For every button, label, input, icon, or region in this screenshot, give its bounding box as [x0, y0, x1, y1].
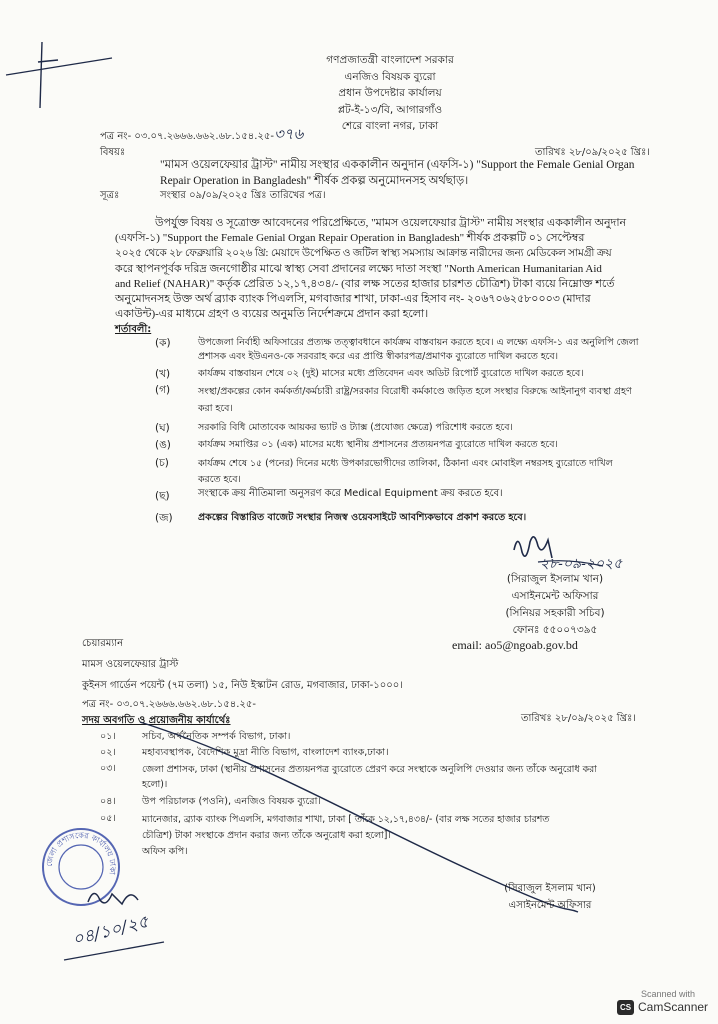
- cc-office-copy: অফিস কপি।: [142, 846, 188, 857]
- cc-number: ০৫।: [100, 813, 116, 824]
- condition-key: (গ): [155, 384, 171, 396]
- memo-handwritten-suffix: ৩৭৬: [274, 125, 304, 143]
- body-line-7: একাউন্ট)-এর মাধ্যমে গ্রহণ ও ব্যয়ের অনুমতি নির্দেশক্রমে প্রদান করা হলো।: [115, 308, 429, 321]
- header-line-5: শেরে বাংলা নগর, ঢাকা: [341, 120, 439, 132]
- scanner-watermark: [613, 989, 713, 1019]
- cc-text: ম্যানেজার, ব্র্যাক ব্যাংক পিএলসি, মগবাজার শাখা, ঢাকা [ তাঁকে ১২,১৭,৪৩৪/- (বার লক্ষ সতের হাজার চারশত: [142, 814, 550, 825]
- signature-name: (সিরাজুল ইসলাম খান): [506, 573, 604, 585]
- body-line-2: (এফসি-১) "Support the Female Genial Organ Repair Operation in Bangladesh" শীর্ষক প্রকল্পটি ০১ সেপ্টেম্বর: [115, 232, 585, 245]
- cc-number: ০৪।: [100, 796, 116, 807]
- signature-handwritten-date: ২৮-০৯-২০২৫: [540, 556, 623, 572]
- body-paragraph: [115, 216, 705, 322]
- cc-number: ০১।: [100, 731, 116, 742]
- cc-text: মহাব্যবস্থাপক, বৈদেশিক মুদ্রা নীতি বিভাগ, বাংলাদেশ ব্যাংক,ঢাকা।: [142, 747, 389, 758]
- addressee-title: চেয়ারম্যান: [82, 638, 124, 649]
- addressee-block: [82, 633, 403, 696]
- condition-text-cont: প্রশাসক এবং ইউএনও-কে সরবরাহ করে এর প্রাপ্তি স্বীকারপত্র/প্রমাণক ব্যুরোতে দাখিল করতে হবে।: [198, 350, 558, 362]
- scanner-line-1: Scanned with: [641, 989, 696, 999]
- condition-key: (খ): [155, 368, 171, 380]
- header-line-2: এনজিও বিষয়ক ব্যুরো: [344, 70, 436, 83]
- subject-line-2: Repair Operation in Bangladesh" শীর্ষক প্রকল্প অনুমোদনসহ অর্থছাড়।: [160, 175, 469, 187]
- cc-memo-number: পত্র নং- ০৩.০৭.২৬৬৬.৬৬২.৬৮.১৫৪.২৫-: [82, 699, 257, 710]
- signature-rank: (সিনিয়র সহকারী সচিব): [505, 607, 605, 619]
- reference-label: সূত্রঃ: [100, 190, 120, 201]
- condition-text: প্রকল্পের বিস্তারিত বাজেট সংস্থার নিজস্ব ওয়েবসাইটে আবশ্যিকভাবে প্রকাশ করতে হবে।: [198, 512, 527, 523]
- signature-2-designation: এসাইনমেন্ট অফিসার: [508, 900, 592, 911]
- body-line-6: অনুমোদনসহ উক্ত অর্থ ব্র্যাক ব্যাংক পিএলসি, মগবাজার শাখা, ঢাকা-এর হিসাব নং- ২০৬৭০৬২৫৮০০০৩ (মাদার: [115, 293, 591, 306]
- condition-text: সংস্থাকে ক্রয় নীতিমালা অনুসরণ করে Medical Equipment ক্রয় করতে হবে।: [198, 488, 503, 499]
- condition-text: কার্যক্রম শেষে ১৫ (পনের) দিনের মধ্যে উপকারভোগীদের তালিকা, ঠিকানা এবং মোবাইল নম্বরসহ ব্যুরোতে দাখিল: [198, 458, 613, 469]
- scanner-badge: CS: [619, 1003, 632, 1012]
- body-line-1: উপর্যুক্ত বিষয় ও সূত্রোক্ত আবেদনের পরিপ্রেক্ষিতে, "মামস ওয়েলফেয়ার ট্রাস্ট" নামীয় সংস্থার এককালীন অনুদান: [155, 217, 627, 229]
- condition-key: (ঘ): [155, 422, 170, 434]
- conditions-label: শর্তাবলী:: [115, 324, 152, 335]
- memo-number: [100, 127, 303, 144]
- signature-block-2: [470, 880, 630, 914]
- signature-designation: এসাইনমেন্ট অফিসার: [511, 590, 599, 602]
- pen-mark-top-left: [0, 0, 120, 110]
- cc-text: উপ পরিচালক (পওনি), এনজিও বিষয়ক ব্যুরো।: [142, 796, 321, 807]
- subject-label: বিষয়ঃ: [100, 147, 126, 158]
- bottom-signature-scribble: [80, 882, 160, 912]
- body-line-4: করে স্থাপনপূর্বক দরিদ্র জনগোষ্ঠীর মাঝে স্বাস্থ্য সেবা প্রদানের লক্ষ্যে দাতা সংস্থা "North American Humanitarian Aid: [115, 262, 602, 275]
- cc-number: ০২।: [100, 747, 116, 758]
- signature-email: email: ao5@ngoab.gov.bd: [452, 638, 578, 652]
- header-line-4: প্লট-ই-১৩/বি, আগারগাঁও: [337, 103, 443, 116]
- reference-text: সংস্থার ০৯/০৯/২০২৫ খ্রিঃ তারিখের পত্র।: [160, 190, 326, 201]
- bottom-handwritten-date: ০৪/১০/২৫: [70, 911, 151, 951]
- cc-text: জেলা প্রশাসক, ঢাকা (স্থানীয় প্রশাসনের প্রত্যয়নপত্র ব্যুরোতে প্রেরণ করে সংস্থাকে অনুলিপি দেওয়ার জন্য তাঁকে অনুরোধ করা: [142, 764, 597, 775]
- header-line-1: গণপ্রজাতন্ত্রী বাংলাদেশ সরকার: [326, 54, 454, 66]
- memo-number-text: পত্র নং- ০৩.০৭.২৬৬৬.৬৬২.৬৮.১৫৪.২৫-: [100, 131, 275, 142]
- condition-text-cont: করা হবে।: [198, 403, 233, 414]
- memo-date: তারিখঃ ২৮/০৯/২০২৫ খ্রিঃ।: [535, 147, 650, 158]
- cc-text-cont: হলো)।: [142, 779, 168, 790]
- camscanner-logo-icon: [617, 1000, 634, 1015]
- condition-text: সংস্থা/প্রকল্পের কোন কর্মকর্তা/কর্মচারী রাষ্ট্র/সরকার বিরোধী কর্মকাণ্ডে জড়িত হলে সংস্থার বিরুদ্ধে আইনানুগ ব্যবস্থা গ্রহণ: [198, 386, 632, 397]
- addressee-address: কুইনস গার্ডেন পয়েন্ট (৭ম তলা) ১৫, নিউ ইস্কাটন রোড, মগবাজার, ঢাকা-১০০০।: [82, 680, 403, 691]
- condition-text: সরকারি বিধি মোতাবেক আয়কর ভ্যাট ও ট্যাক্স (প্রযোজ্য ক্ষেত্রে) পরিশোধ করতে হবে।: [198, 422, 513, 433]
- cc-text: সচিব, অর্থনৈতিক সম্পর্ক বিভাগ, ঢাকা।: [142, 731, 291, 742]
- bottom-underline-stroke: [60, 936, 170, 966]
- subject-line-1: "মামস ওয়েলফেয়ার ট্রাস্ট" নামীয় সংস্থার এককালীন অনুদান (এফসি-১) "Support the Female Genial Organ: [160, 159, 635, 171]
- body-line-5: and Relief (NAHAR)" কর্তৃক প্রেরিত ১২,১৭,৪৩৪/- (বার লক্ষ সতের হাজার চারশত চৌত্রিশ) টাকা ব্যয়ে নিম্নোক্ত শর্তে: [115, 277, 615, 290]
- condition-text: উপজেলা নির্বাহী অফিসারের প্রত্যক্ষ তত্ত্বাবধানে কার্যক্রম বাস্তবায়ন করতে হবে। এ লক্ষ্যে এফসি-১ এর অনুলিপি জেলা: [198, 337, 639, 348]
- scanner-line-2: CamScanner: [638, 1000, 709, 1014]
- condition-text: কার্যক্রম বাস্তবায়ন শেষে ০২ (দুই) মাসের মধ্যে প্রতিবেদন এবং অডিট রিপোর্ট ব্যুরোতে দাখিল করতে হবে।: [198, 368, 584, 379]
- cc-memo-date: তারিখঃ ২৮/০৯/২০২৫ খ্রিঃ।: [521, 713, 636, 724]
- office-header: [240, 52, 540, 135]
- signature-phone: ফোনঃ ৫৫০০৭৩৯৫: [512, 624, 598, 636]
- condition-text: কার্যক্রম সমাপ্তির ০১ (এক) মাসের মধ্যে স্থানীয় প্রশাসনের প্রত্যয়নপত্র ব্যুরোতে দাখিল করতে হবে।: [198, 439, 558, 450]
- signature-block: [470, 571, 640, 639]
- stamp-text: জেলা প্রশাসকের কার্যালয় ঢাকা: [44, 830, 118, 875]
- condition-key: (ছ): [155, 490, 170, 502]
- header-line-3: প্রধান উপদেষ্টার কার্যালয়: [338, 87, 442, 99]
- cc-heading: সদয় অবগতি ও প্রয়োজনীয় কার্যার্থেঃ: [82, 715, 231, 726]
- signature-2-name: (সিরাজুল ইসলাম খান): [504, 883, 596, 894]
- condition-key: (ঙ): [155, 439, 171, 451]
- body-line-3: ২০২৫ থেকে ২৮ ফেব্রুয়ারি ২০২৬ খ্রি: মেয়াদে উপেক্ষিত ও জটিল স্বাস্থ্য সমস্যায় আক্রান্ত নারীদের জন্য মেডিকেল সামগ্রী ক্রয়: [115, 248, 612, 260]
- addressee-org: মামস ওয়েলফেয়ার ট্রাস্ট: [82, 659, 179, 670]
- condition-text-cont: করতে হবে।: [198, 474, 241, 485]
- condition-key: (চ): [155, 457, 169, 469]
- condition-key: (ক): [155, 337, 171, 349]
- cc-number: ০৩।: [100, 763, 116, 774]
- condition-key: (জ): [155, 512, 173, 524]
- cc-text-cont: চৌত্রিশ) টাকা সংস্থাকে প্রদান করার জন্য তাঁকে অনুরোধ করা হলো]।: [142, 830, 391, 841]
